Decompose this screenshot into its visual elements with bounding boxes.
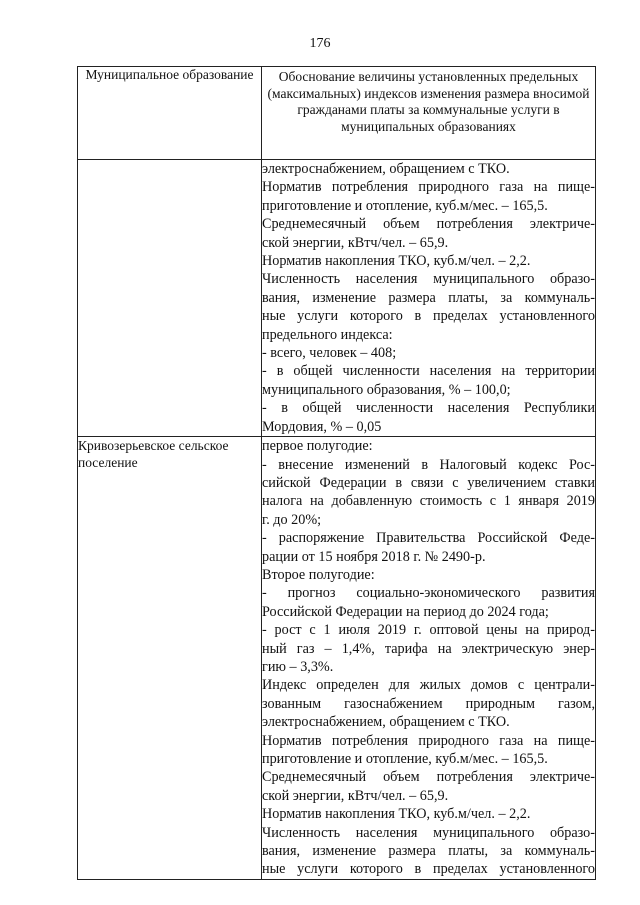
- municipality-name-cell: [78, 160, 262, 437]
- text-line: Численность населения муниципального образо-: [262, 824, 595, 841]
- text-line: Норматив потребления природного газа на пище-: [262, 732, 595, 749]
- text-line: вания, изменение размера платы, за коммуналь-: [262, 289, 595, 306]
- text-line: - в общей численности населения на территории: [262, 363, 595, 380]
- justification-text-cell: [262, 437, 596, 880]
- text-line: Второе полугодие:: [262, 566, 375, 583]
- text-line: вания, изменение размера платы, за коммуналь-: [262, 843, 595, 860]
- text-line: Норматив накопления ТКО, куб.м/чел. – 2,2.: [262, 806, 531, 823]
- text-line: ской энергии, кВтч/чел. – 65,9.: [262, 234, 449, 251]
- text-line: Российской Федерации на период до 2024 года;: [262, 603, 549, 620]
- text-line: Численность населения муниципального образо-: [262, 271, 595, 288]
- text-line: сийской Федерации в связи с увеличением ставки: [262, 474, 595, 491]
- text-line: Среднемесячный объем потребления электриче-: [262, 216, 595, 233]
- text-line: электроснабжением, обращением с ТКО.: [262, 161, 510, 177]
- text-line: гию – 3,3%.: [262, 658, 334, 675]
- header-municipality: Муниципальное образование: [78, 67, 262, 160]
- text-line: предельного индекса:: [262, 326, 393, 343]
- justification-text-cell: [262, 160, 596, 437]
- text-line: - внесение изменений в Налоговый кодекс Рос-: [262, 456, 595, 473]
- table-row: [78, 437, 596, 880]
- text-line: - прогноз социально-экономического развития: [262, 585, 595, 602]
- text-line: зованным газоснабжением природным газом,: [262, 695, 595, 712]
- text-line: электроснабжением, обращением с ТКО.: [262, 714, 510, 731]
- text-line: - всего, человек – 408;: [262, 345, 397, 362]
- header-justification: Обоснование величины установленных предельных (максимальных) индексов изменения размера вносимой гражданами платы за коммунальные услуги в муниципальных образованиях: [262, 67, 596, 160]
- text-line: - рост с 1 июля 2019 г. оптовой цены на природ-: [262, 622, 595, 639]
- municipality-name-cell: Кривозерьевское сельское поселение: [78, 437, 262, 880]
- text-line: приготовление и отопление, куб.м/мес. – 165,5.: [262, 197, 548, 214]
- text-line: рации от 15 ноября 2018 г. № 2490-р.: [262, 548, 486, 565]
- text-line: г. до 20%;: [262, 511, 322, 528]
- text-line: ный газ – 1,4%, тарифа на электрическую энер-: [262, 640, 595, 657]
- text-line: Среднемесячный объем потребления электриче-: [262, 769, 595, 786]
- text-line: Индекс определен для жилых домов с централи-: [262, 677, 595, 694]
- text-line: Норматив накопления ТКО, куб.м/чел. – 2,2.: [262, 253, 531, 270]
- text-line: - в общей численности населения Республики: [262, 400, 595, 417]
- text-line: Норматив потребления природного газа на пище-: [262, 179, 595, 196]
- text-line: муниципального образования, % – 100,0;: [262, 381, 511, 398]
- text-line: первое полугодие:: [262, 438, 373, 455]
- text-line: ные услуги которого в пределах установленного: [262, 861, 595, 878]
- text-line: приготовление и отопление, куб.м/мес. – 165,5.: [262, 751, 548, 767]
- text-line: налога на добавленную стоимость с 1 января 2019: [262, 493, 595, 510]
- text-line: ской энергии, кВтч/чел. – 65,9.: [262, 787, 449, 804]
- text-line: Мордовия, % – 0,05: [262, 418, 382, 435]
- table-header-row: [78, 67, 596, 160]
- text-line: ные услуги которого в пределах установленного: [262, 308, 595, 325]
- document-table: [77, 66, 596, 880]
- page-number: 176: [309, 36, 331, 51]
- table-row: [78, 160, 596, 437]
- text-line: - распоряжение Правительства Российской Феде-: [262, 530, 595, 547]
